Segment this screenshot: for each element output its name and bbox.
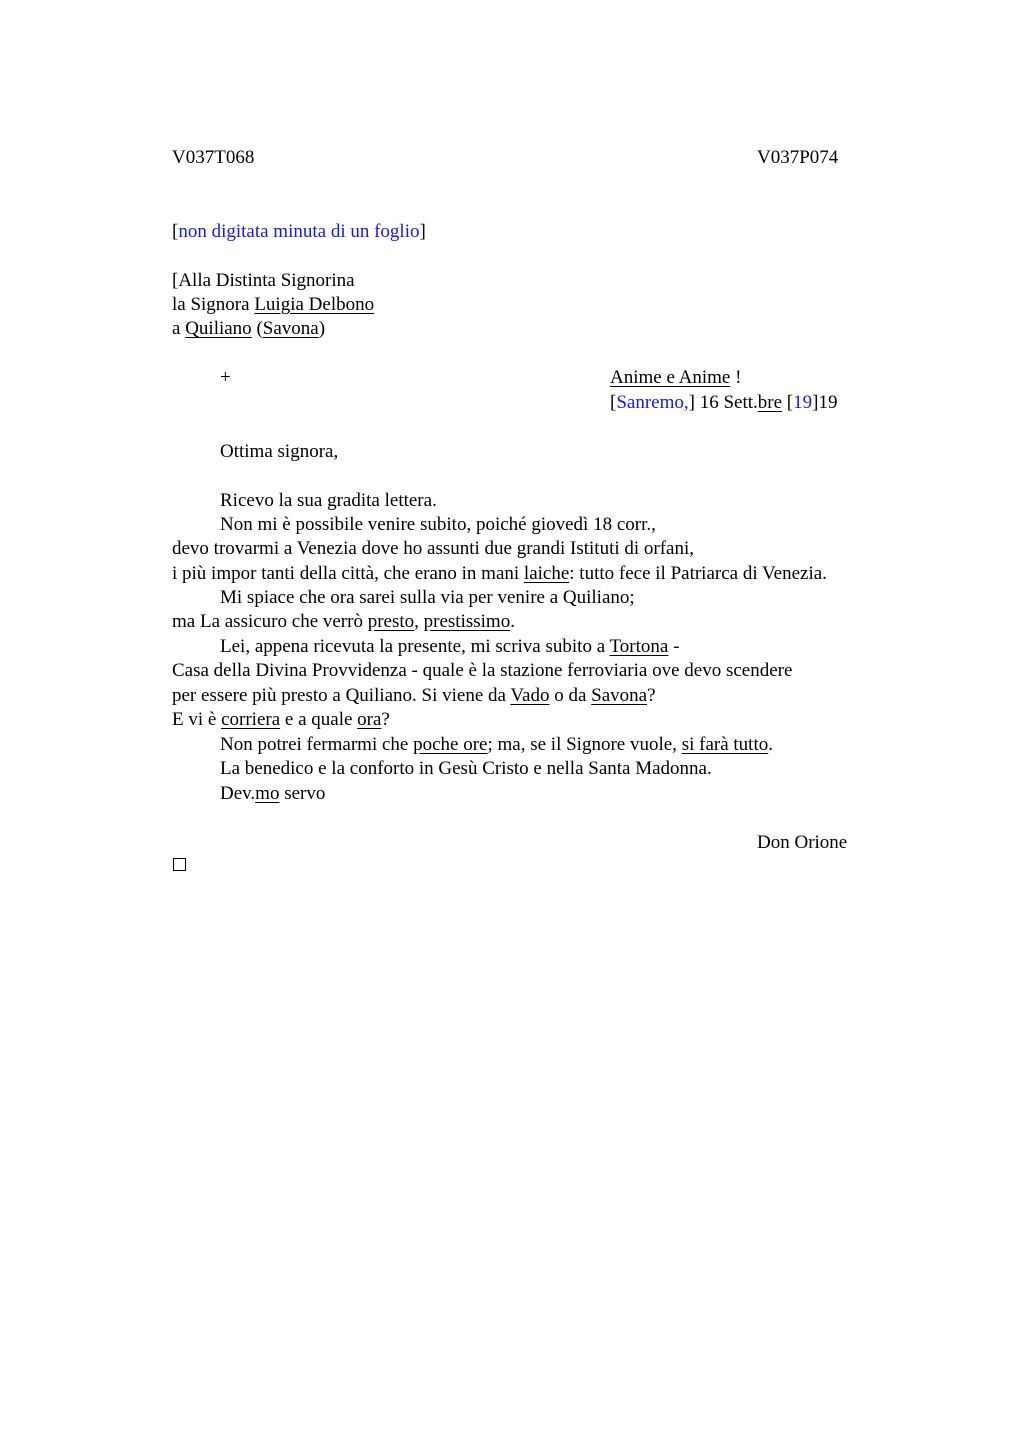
- address-province: Savona: [262, 318, 319, 339]
- motto-text: Anime e Anime: [610, 367, 731, 388]
- document-code-right: V037P074: [757, 147, 839, 168]
- signature: Don Orione: [757, 832, 848, 853]
- body-line: Casa della Divina Provvidenza - quale è la stazione ferroviaria ove devo scendere: [172, 660, 793, 681]
- body-line: Non potrei fermarmi che poche ore; ma, se il Signore vuole, si farà tutto.: [220, 734, 773, 755]
- document-code-left: V037T068: [172, 147, 255, 168]
- greeting: Ottima signora,: [220, 441, 339, 462]
- address-line-3: a Quiliano (Savona): [172, 318, 326, 339]
- recipient-name: Luigia Delbono: [254, 294, 375, 315]
- dateline-place: Sanremo,: [616, 392, 689, 413]
- body-line: Lei, appena ricevuta la presente, mi scriva subito a Tortona -: [220, 636, 680, 657]
- closing-line: Dev.mo servo: [220, 783, 326, 804]
- editorial-note-text: non digitata minuta di un foglio: [178, 221, 420, 242]
- body-line: per essere più presto a Quiliano. Si viene da Vado o da Savona?: [172, 685, 656, 706]
- body-line: devo trovarmi a Venezia dove ho assunti due grandi Istituti di orfani,: [172, 538, 695, 559]
- address-line-2: la Signora Luigia Delbono: [172, 294, 375, 315]
- body-line: Mi spiace che ora sarei sulla via per venire a Quiliano;: [220, 587, 635, 608]
- end-of-document-square: [173, 858, 186, 871]
- body-line: i più impor tanti della città, che erano in mani laiche: tutto fece il Patriarca di Venezia.: [172, 563, 827, 584]
- address-line-1: [Alla Distinta Signorina: [172, 270, 355, 291]
- body-line: La benedico e la conforto in Gesù Cristo e nella Santa Madonna.: [220, 758, 712, 779]
- body-line: Ricevo la sua gradita lettera.: [220, 490, 437, 511]
- body-line: ma La assicuro che verrò presto, prestissimo.: [172, 611, 515, 632]
- cross-mark: +: [220, 367, 231, 388]
- dateline: [Sanremo,] 16 Sett.bre [19]19: [610, 392, 838, 413]
- editorial-note: [non digitata minuta di un foglio]: [172, 221, 426, 242]
- body-line: Non mi è possibile venire subito, poiché giovedì 18 corr.,: [220, 514, 656, 535]
- body-line: E vi è corriera e a quale ora?: [172, 709, 390, 730]
- motto: Anime e Anime !: [610, 367, 742, 388]
- address-town: Quiliano: [185, 318, 252, 339]
